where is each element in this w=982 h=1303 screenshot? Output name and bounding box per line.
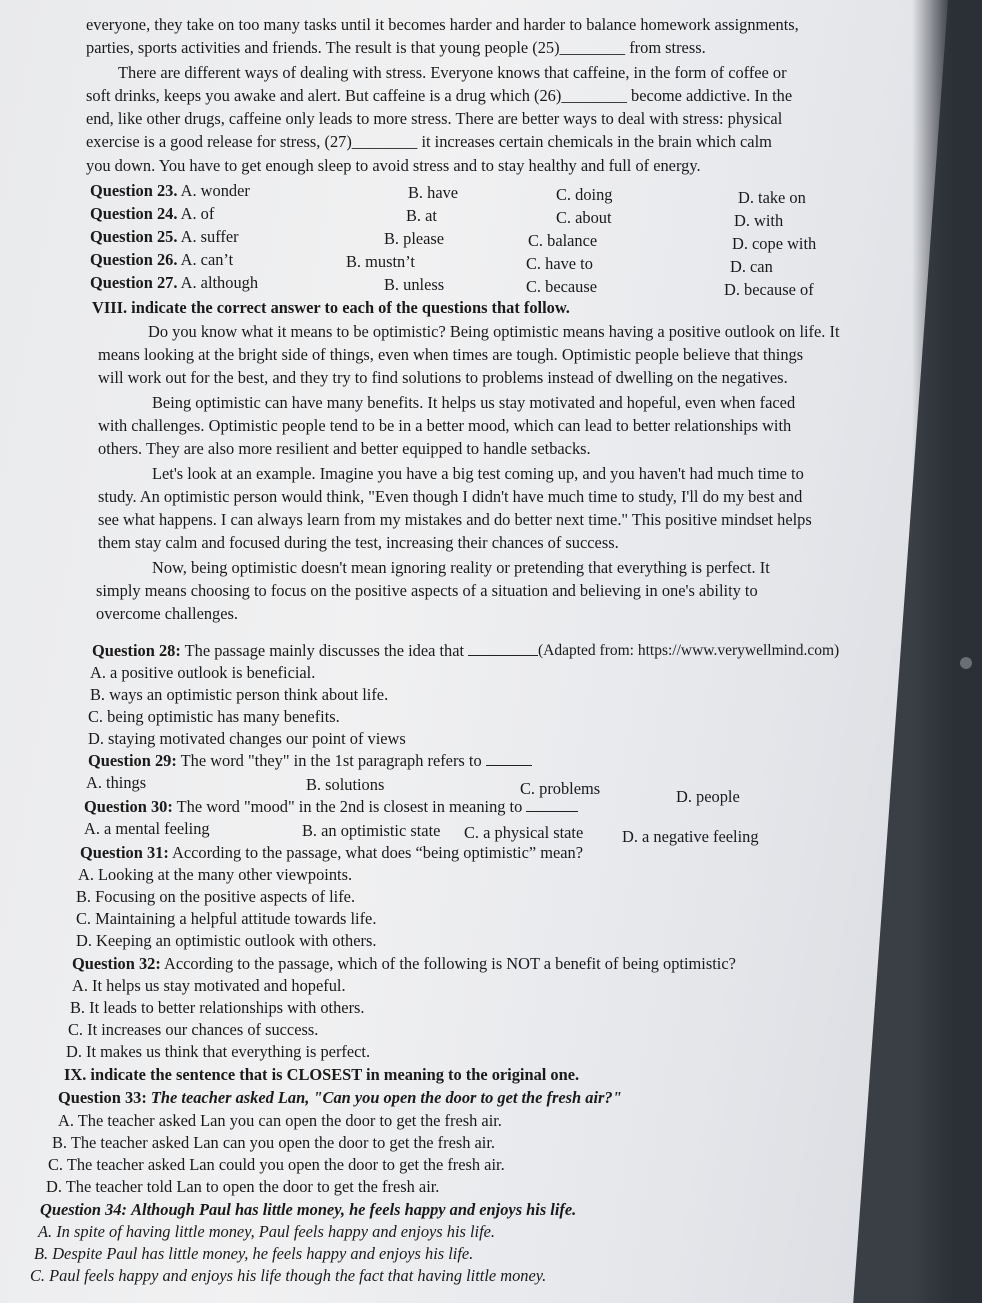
option-d: D. with — [734, 211, 784, 230]
option-b: B. at — [406, 206, 437, 225]
question-row — [92, 640, 538, 663]
option-c: C. balance — [528, 231, 598, 250]
option-c: C. doing — [556, 185, 613, 204]
option-c: C. have to — [526, 254, 593, 273]
option-d: D. staying motivated changes our point of views — [88, 729, 406, 748]
option-d: D. people — [676, 787, 740, 806]
option-a: A. can’t — [180, 250, 234, 269]
option-c: C. being optimistic has many benefits. — [88, 707, 340, 726]
option-b: B. unless — [384, 275, 445, 294]
question-row — [90, 272, 258, 295]
question-label: Question 27. — [90, 273, 178, 292]
option-b: B. Despite Paul has little money, he feels happy and enjoys his life. — [34, 1244, 474, 1263]
text-line: soft drinks, keeps you awake and alert. But caffeine is a drug which (26)________ become addictive. In the — [86, 86, 793, 105]
passage-line: with challenges. Optimistic people tend to be in a better mood, which can lead to better relationships with — [98, 416, 792, 435]
option-d: D. take on — [738, 188, 806, 207]
question-label: Question 32: — [72, 954, 161, 973]
text-line: everyone, they take on too many tasks until it becomes harder and harder to balance homework assignments, — [86, 15, 799, 34]
question-row — [90, 226, 239, 249]
section-heading: VIII. indicate the correct answer to each of the questions that follow. — [92, 298, 570, 317]
text-line: parties, sports activities and friends. The result is that young people (25)________ from stress. — [86, 38, 706, 57]
option-b: B. mustn’t — [346, 252, 415, 271]
question-row — [88, 750, 532, 773]
option-b: B. ways an optimistic person think about life. — [90, 685, 389, 704]
option-b: B. It leads to better relationships with others. — [70, 998, 365, 1017]
option-c: C. about — [556, 208, 612, 227]
option-a: A. a mental feeling — [84, 819, 210, 838]
option-c: C. a physical state — [464, 823, 584, 842]
question-label: Question 24. — [90, 204, 178, 223]
option-a: A. The teacher asked Lan you can open the door to get the fresh air. — [58, 1111, 502, 1130]
passage-line: Let's look at an example. Imagine you have a big test coming up, and you haven't had much time to — [152, 464, 804, 483]
option-b: B. an optimistic state — [302, 821, 441, 840]
question-label: Question 31: — [80, 843, 169, 862]
question-label: Question 26. — [90, 250, 178, 269]
answer-blank — [486, 750, 532, 766]
question-row — [84, 796, 578, 819]
option-a: A. It helps us stay motivated and hopeful. — [72, 976, 346, 995]
passage-line: study. An optimistic person would think, "Even though I didn't have much time to study, I'll do my best and — [98, 487, 803, 506]
question-label: Question 34: — [40, 1200, 127, 1219]
option-d: D. can — [730, 257, 773, 276]
option-a: A. In spite of having little money, Paul feels happy and enjoys his life. — [38, 1222, 496, 1241]
question-stem: The passage mainly discusses the idea that — [184, 641, 465, 660]
option-c: C. because — [526, 277, 597, 296]
question-row — [40, 1199, 576, 1222]
option-d: D. cope with — [732, 234, 817, 253]
option-a: A. of — [180, 204, 215, 223]
passage-line: others. They are also more resilient and better equipped to handle setbacks. — [98, 439, 591, 458]
text-line: end, like other drugs, caffeine only leads to more stress. There are better ways to deal with stress: physical — [86, 109, 783, 128]
passage-line: will work out for the best, and they try to find solutions to problems instead of dwelling on the negatives. — [98, 368, 788, 387]
question-row — [80, 842, 583, 865]
passage-line: overcome challenges. — [96, 604, 238, 623]
page-dot-icon — [960, 657, 972, 669]
answer-blank — [468, 640, 538, 656]
option-a: A. a positive outlook is beneficial. — [90, 663, 316, 682]
option-d: D. Keeping an optimistic outlook with others. — [76, 931, 377, 950]
option-c: C. It increases our chances of success. — [68, 1020, 319, 1039]
question-label: Question 30: — [84, 797, 173, 816]
option-a: A. wonder — [180, 181, 250, 200]
option-b: B. Focusing on the positive aspects of life. — [76, 887, 356, 906]
text-line: exercise is a good release for stress, (27)________ it increases certain chemicals in the brain which calm — [86, 132, 772, 151]
question-row — [90, 203, 214, 226]
option-c: C. The teacher asked Lan could you open the door to get the fresh air. — [48, 1155, 505, 1174]
question-row — [90, 249, 233, 272]
source-citation: (Adapted from: https://www.verywellmind.com) — [538, 642, 840, 659]
question-stem: According to the passage, which of the following is NOT a benefit of being optimistic? — [164, 954, 736, 973]
option-d: D. because of — [724, 280, 814, 299]
section-heading: IX. indicate the sentence that is CLOSEST in meaning to the original one. — [64, 1065, 580, 1084]
option-b: B. please — [384, 229, 445, 248]
option-a: A. Looking at the many other viewpoints. — [78, 865, 353, 884]
option-d: D. It makes us think that everything is perfect. — [66, 1042, 371, 1061]
option-b: B. have — [408, 183, 459, 202]
option-c: C. Paul feels happy and enjoys his life though the fact that having little money. — [30, 1266, 547, 1285]
question-label: Question 33: — [58, 1088, 147, 1107]
question-row — [72, 953, 736, 976]
question-row — [90, 180, 250, 203]
option-b: B. The teacher asked Lan can you open the door to get the fresh air. — [52, 1133, 495, 1152]
option-a: A. although — [180, 273, 259, 292]
option-d: D. The teacher told Lan to open the door to get the fresh air. — [46, 1177, 440, 1196]
question-stem: The word "mood" in the 2nd is closest in meaning to — [176, 797, 523, 816]
question-label: Question 25. — [90, 227, 178, 246]
passage-line: simply means choosing to focus on the positive aspects of a situation and believing in one's ability to — [96, 581, 758, 600]
question-stem: According to the passage, what does “being optimistic” mean? — [172, 843, 584, 862]
option-d: D. a negative feeling — [622, 827, 759, 846]
option-a: A. suffer — [180, 227, 239, 246]
passage-line: means looking at the bright side of things, even when times are tough. Optimistic people believe that things — [98, 345, 804, 364]
passage-line: see what happens. I can always learn from my mistakes and do better next time." This positive mindset helps — [98, 510, 812, 529]
question-stem: The word "they" in the 1st paragraph refers to — [180, 751, 482, 770]
question-stem: The teacher asked Lan, "Can you open the door to get the fresh air?" — [150, 1088, 622, 1107]
option-c: C. problems — [520, 779, 601, 798]
passage-line: Now, being optimistic doesn't mean ignoring reality or pretending that everything is perfect. It — [152, 558, 770, 577]
question-label: Question 23. — [90, 181, 178, 200]
passage-line: Do you know what it means to be optimistic? Being optimistic means having a positive outlook on life. It — [148, 322, 840, 341]
text-line: you down. You have to get enough sleep to avoid stress and to stay healthy and full of energy. — [86, 156, 701, 175]
text-line: There are different ways of dealing with stress. Everyone knows that caffeine, in the form of coffee or — [118, 63, 787, 82]
question-label: Question 28: — [92, 641, 181, 660]
question-label: Question 29: — [88, 751, 177, 770]
passage-line: Being optimistic can have many benefits. It helps us stay motivated and hopeful, even when faced — [152, 393, 796, 412]
passage-line: them stay calm and focused during the test, increasing their chances of success. — [98, 533, 619, 552]
answer-blank — [526, 796, 578, 812]
question-stem: Although Paul has little money, he feels happy and enjoys his life. — [131, 1200, 577, 1219]
option-c: C. Maintaining a helpful attitude towards life. — [76, 909, 377, 928]
option-b: B. solutions — [306, 775, 385, 794]
question-row — [58, 1087, 622, 1110]
option-a: A. things — [86, 773, 147, 792]
